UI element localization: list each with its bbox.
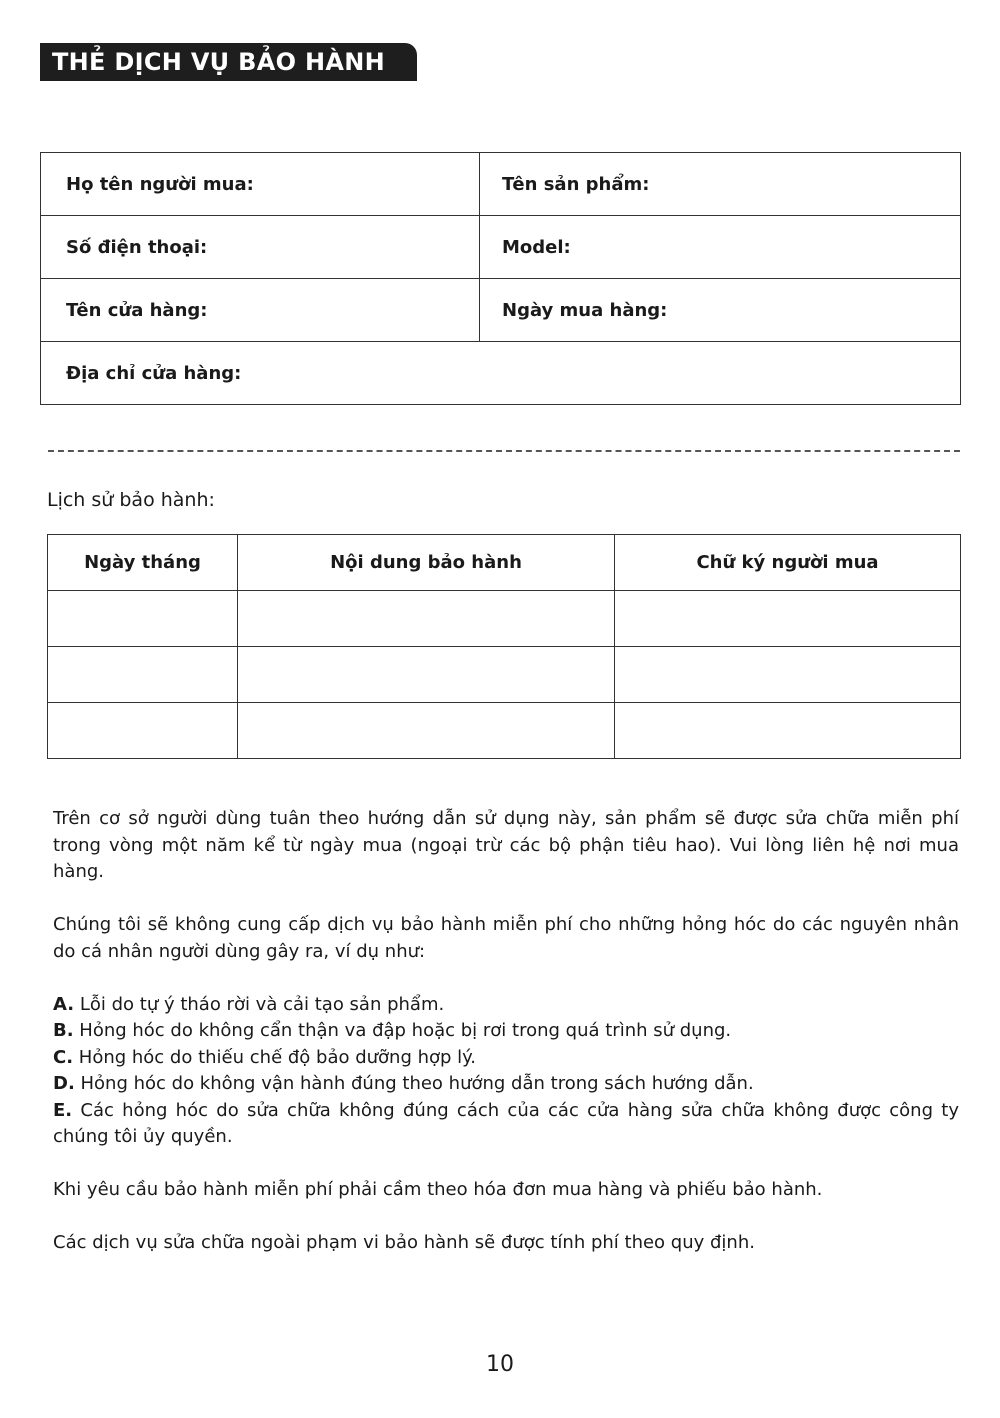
table-row xyxy=(41,342,961,405)
terms-paragraph: Trên cơ sở người dùng tuân theo hướng dẫn sử dụng này, sản phẩm sẽ được sửa chữa miễn phí trong vòng một năm kể từ ngày mua (ngoại trừ các bộ phận tiêu hao). Vui lòng liên hệ nơi mua hàng. xyxy=(53,808,959,882)
phone-field[interactable]: Số điện thoại: xyxy=(41,216,480,279)
table-row xyxy=(48,703,961,759)
column-header-date: Ngày tháng xyxy=(48,535,238,591)
content-cell[interactable] xyxy=(238,591,615,647)
list-text: Hỏng hóc do không vận hành đúng theo hướng dẫn trong sách hướng dẫn. xyxy=(74,1073,754,1094)
table-row xyxy=(41,153,961,216)
table-row xyxy=(48,647,961,703)
page-title: THẺ DỊCH VỤ BẢO HÀNH xyxy=(40,43,417,81)
signature-cell[interactable] xyxy=(615,591,961,647)
list-letter: E. xyxy=(53,1099,73,1121)
signature-cell[interactable] xyxy=(615,703,961,759)
list-letter: B. xyxy=(53,1020,74,1041)
list-text: Hỏng hóc do thiếu chế độ bảo dưỡng hợp lý. xyxy=(73,1046,476,1068)
list-letter: A. xyxy=(53,993,75,1015)
content-cell[interactable] xyxy=(238,703,615,759)
list-item xyxy=(53,992,959,1019)
date-cell[interactable] xyxy=(48,591,238,647)
list-item xyxy=(53,1071,959,1098)
warranty-history-table xyxy=(47,534,961,759)
list-item xyxy=(53,1045,959,1072)
buyer-info-table xyxy=(40,152,961,405)
signature-cell[interactable] xyxy=(615,647,961,703)
content-cell[interactable] xyxy=(238,647,615,703)
history-label: Lịch sử bảo hành: xyxy=(47,489,215,511)
list-letter: D. xyxy=(53,1073,75,1094)
product-name-field[interactable]: Tên sản phẩm: xyxy=(480,153,961,216)
list-item xyxy=(53,1018,959,1045)
purchase-date-field[interactable]: Ngày mua hàng: xyxy=(480,279,961,342)
list-letter: C. xyxy=(53,1046,74,1068)
store-address-field[interactable]: Địa chỉ cửa hàng: xyxy=(41,342,961,405)
list-text: Hỏng hóc do không cẩn thận va đập hoặc bị rơi trong quá trình sử dụng. xyxy=(73,1020,732,1041)
page-number: 10 xyxy=(486,1352,514,1377)
store-name-field[interactable]: Tên cửa hàng: xyxy=(41,279,480,342)
list-text: Lỗi do tự ý tháo rời và cải tạo sản phẩm. xyxy=(74,993,445,1015)
table-header-row xyxy=(48,535,961,591)
table-row xyxy=(41,216,961,279)
terms-paragraph: Khi yêu cầu bảo hành miễn phí phải cầm theo hóa đơn mua hàng và phiếu bảo hành. xyxy=(53,1179,823,1200)
column-header-content: Nội dung bảo hành xyxy=(238,535,615,591)
date-cell[interactable] xyxy=(48,703,238,759)
date-cell[interactable] xyxy=(48,647,238,703)
cut-line-divider xyxy=(48,450,960,452)
column-header-signature: Chữ ký người mua xyxy=(615,535,961,591)
terms-paragraph: Các dịch vụ sửa chữa ngoài phạm vi bảo hành sẽ được tính phí theo quy định. xyxy=(53,1232,755,1253)
table-row xyxy=(41,279,961,342)
terms-paragraph: Chúng tôi sẽ không cung cấp dịch vụ bảo hành miễn phí cho những hỏng hóc do các nguyên nhân do cá nhân người dùng gây ra, ví dụ như: xyxy=(53,914,959,962)
model-field[interactable]: Model: xyxy=(480,216,961,279)
list-text: Các hỏng hóc do sửa chữa không đúng cách của các cửa hàng sửa chữa không được công ty chúng tôi ủy quyền. xyxy=(53,1099,959,1147)
buyer-name-field[interactable]: Họ tên người mua: xyxy=(41,153,480,216)
list-item xyxy=(53,1098,959,1151)
table-row xyxy=(48,591,961,647)
warranty-terms xyxy=(53,806,959,1257)
